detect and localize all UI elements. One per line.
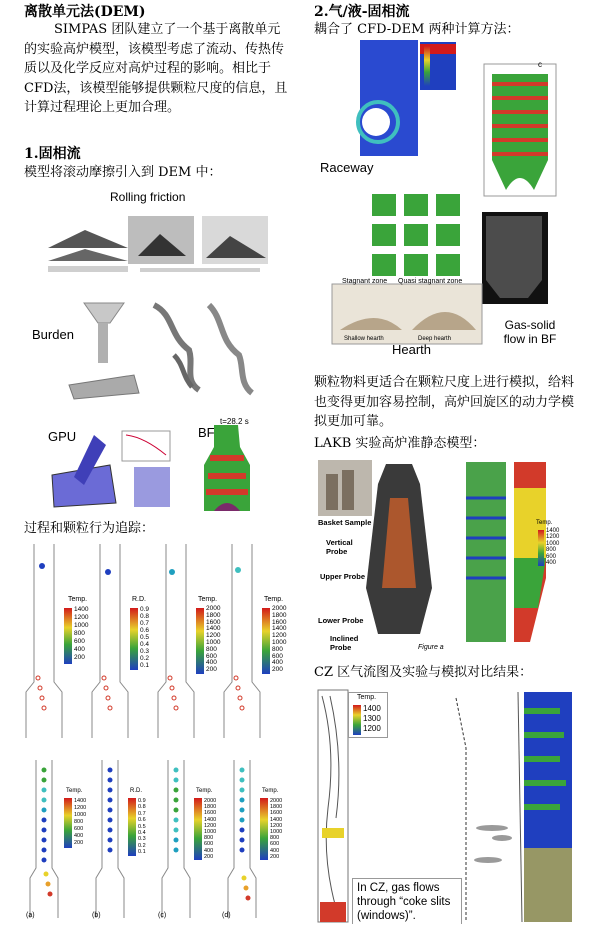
legend-temp-title-a2: Temp. [66, 788, 83, 794]
left-title: 离散单元法(DEM) [24, 4, 146, 20]
lakb-title: LAKB 实验高炉准静态模型： [314, 436, 486, 451]
legend-rd-title-2: R.D. [130, 788, 142, 794]
lakb-temp-title: Temp. [536, 520, 553, 526]
vertical-probe-label: Vertical Probe [326, 538, 353, 556]
c-mark: c [538, 60, 542, 69]
legend-temp-values-d2: 2000 1800 1600 1400 1200 1000 800 600 400 200 [270, 798, 283, 860]
bf-label: BF [198, 425, 215, 440]
basket-sample-label: Basket Sample [318, 518, 372, 527]
gas-solid-label: Gas-solid flow in BF [503, 318, 557, 346]
quasi-stagnant-label: Quasi stagnant zone [398, 278, 463, 285]
legend-rd-title: R.D. [132, 596, 146, 603]
legend-temp-title-a: Temp. [68, 596, 88, 603]
gpu-bf-figure [24, 415, 294, 515]
legend-rd-values: 0.9 0.8 0.7 0.6 0.5 0.4 0.3 0.2 0.1 [140, 606, 150, 669]
section1-title: 1.固相流 [24, 146, 81, 162]
burden-label: Burden [32, 327, 74, 342]
lakb-legend-values: 1400 1200 1000 800 600 400 [546, 528, 560, 567]
deep-hearth-label: Deep hearth [418, 336, 452, 342]
legend-temp-title-d: Temp. [264, 596, 284, 603]
legend-temp-values-a: 1400 1200 1000 800 600 400 200 [74, 606, 89, 661]
right-subtitle: 耦合了 CFD-DEM 两种计算方法： [314, 22, 520, 37]
legend-temp-values-a2: 1400 1200 1000 800 600 400 200 [74, 798, 87, 846]
hearth-label: Hearth [392, 342, 432, 357]
right-title: 2.气/液-固相流 [314, 4, 410, 20]
cz-legend-box [348, 692, 388, 738]
lower-probe-label: Lower Probe [318, 616, 364, 625]
panel-letter-b: (b) [92, 912, 101, 919]
burden-figure [24, 295, 294, 405]
legend-temp-values-d: 2000 1800 1600 1400 1200 1000 800 600 400 200 [272, 605, 287, 674]
upper-probe-label: Upper Probe [320, 572, 366, 581]
rolling-friction-label: Rolling friction [110, 190, 186, 204]
legend-temp-title-c2: Temp. [196, 788, 213, 794]
cz-title: CZ 区气流图及实验与模拟对比结果： [314, 665, 533, 680]
inclined-probe-label: Inclined Probe [330, 634, 359, 652]
panel-letter-c: (c) [158, 912, 167, 919]
cz-figure [316, 688, 578, 924]
cz-caption: In CZ, gas flows through “coke slits (windows)”. [352, 878, 462, 924]
cz-legend-values: 1400 1300 1200 [363, 704, 381, 733]
figure-a-label: Figure a [418, 644, 444, 651]
cfd-dem-figure [316, 40, 566, 360]
cz-legend-colorbar [353, 705, 361, 735]
intro-paragraph: SIMPAS 团队建立了一个基于离散单元的实验高炉模型，该模型考虑了流动、传热传质以及化学反应对高炉过程的影响。相比于CFD法，该模型能够提供颗粒尺度的信息，且计算过程理论上更加合理。 [24, 22, 288, 115]
para2: 颗粒物料更适合在颗粒尺度上进行模拟，给料也变得更加容易控制，高炉回旋区的动力学模拟更加可靠。 [314, 375, 575, 429]
legend-temp-values-c: 2000 1800 1600 1400 1200 1000 800 600 400 200 [206, 605, 221, 674]
tracking-bottom-row [24, 758, 294, 926]
gpu-label: GPU [48, 429, 77, 444]
tracking-title: 过程和颗粒行为追踪： [24, 521, 155, 536]
panel-letter-a: (a) [26, 912, 35, 919]
shallow-hearth-label: Shallow hearth [344, 336, 384, 342]
cz-legend-title: Temp. [357, 694, 377, 701]
panel-letter-d: (d) [222, 912, 231, 919]
stagnant-label: Stagnant zone [342, 278, 388, 285]
legend-temp-values-c2: 2000 1800 1600 1400 1200 1000 800 600 400 200 [204, 798, 217, 860]
legend-temp-title-d2: Temp. [262, 788, 279, 794]
legend-temp-title-c: Temp. [198, 596, 218, 603]
tracking-top-row [24, 542, 294, 742]
lakb-figure [316, 458, 578, 656]
raceway-label: Raceway [320, 160, 374, 175]
rolling-friction-figure [40, 186, 290, 286]
legend-rd-values-2: 0.9 0.8 0.7 0.6 0.5 0.4 0.3 0.2 0.1 [138, 798, 146, 856]
bf-time-label: t=28.2 s [220, 417, 249, 426]
section1-text: 模型将滚动摩擦引入到 DEM 中： [24, 165, 222, 180]
